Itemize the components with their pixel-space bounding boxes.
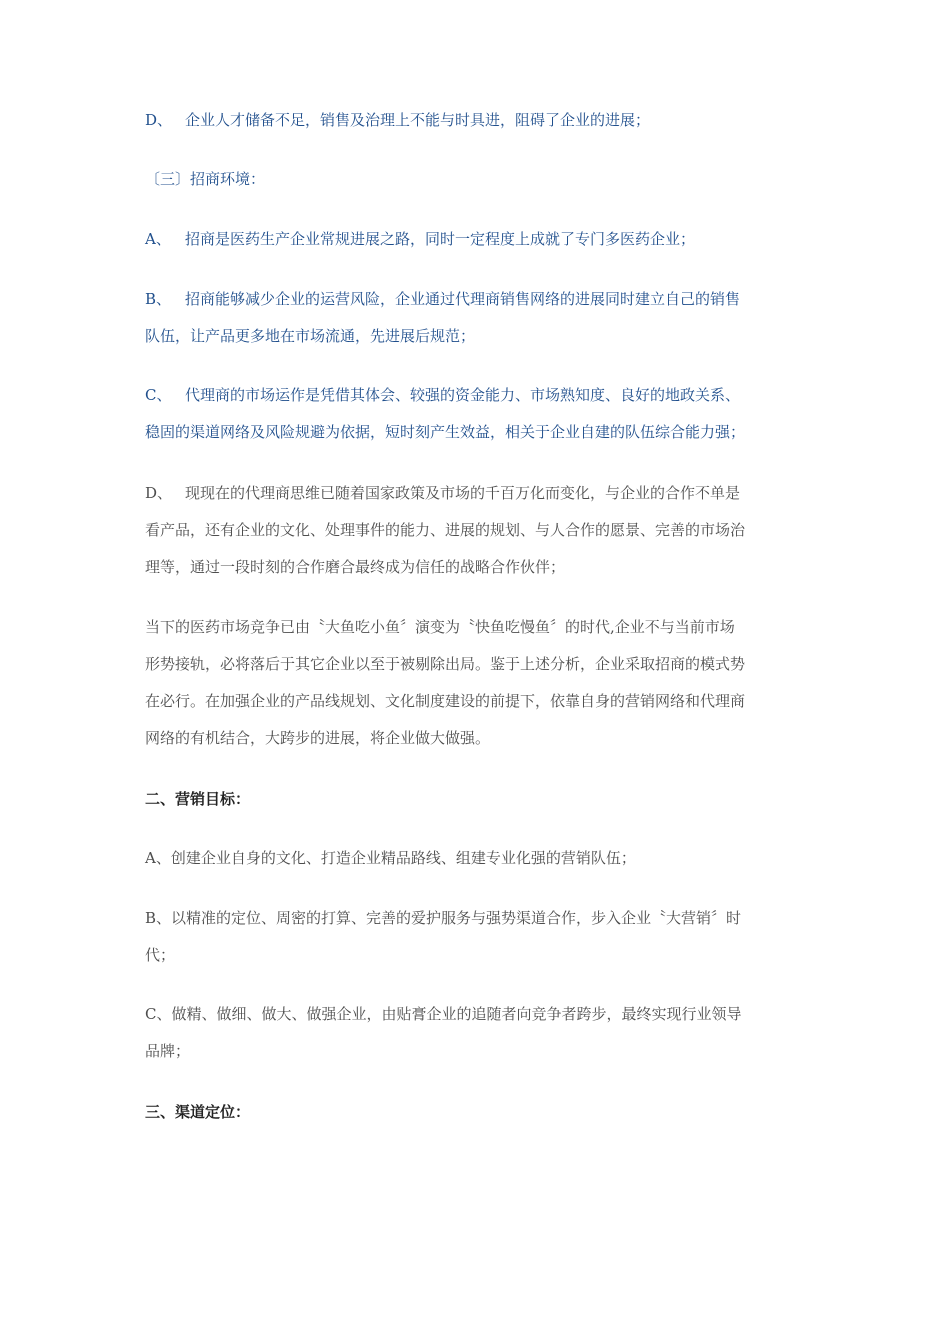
list-marker: D、	[145, 484, 173, 502]
section-heading-investment-environment	[145, 161, 820, 198]
paragraph-summary	[145, 609, 820, 757]
section-heading-channel-positioning	[145, 1094, 820, 1131]
paragraph-text: 招商是医药生产企业常规进展之路，同时一定程度上成就了专门多医药企业；	[185, 230, 696, 248]
paragraph-d-agents	[145, 475, 820, 586]
paragraph-line: 当下的医药市场竞争已由〝大鱼吃小鱼〞演变为〝快鱼吃慢鱼〞的时代,企业不与当前市场	[145, 618, 735, 636]
paragraph-line: 形势接轨，必将落后于其它企业以至于被剔除出局。鉴于上述分析，企业采取招商的模式势	[145, 655, 746, 673]
paragraph-line-text: 招商能够减少企业的运营风险，企业通过代理商销售网络的进展同时建立自己的销售	[185, 290, 741, 308]
paragraph-line: 队伍，让产品更多地在市场流通，先进展后规范；	[145, 327, 476, 345]
paragraph-c	[145, 377, 820, 451]
list-marker: A、	[145, 230, 171, 248]
paragraph-line: 在必行。在加强企业的产品线规划、文化制度建设的前提下，依靠自身的营销网络和代理商	[145, 692, 746, 710]
list-marker: D、	[145, 111, 173, 129]
paragraph-goal-b	[145, 900, 820, 974]
paragraph-line: B、以精准的定位、周密的打算、完善的爱护服务与强势渠道合作，步入企业〝大营销〞时	[145, 909, 742, 927]
paragraph-b	[145, 281, 820, 355]
section-heading-text: 三、渠道定位：	[145, 1103, 251, 1121]
paragraph-line: C、做精、做细、做大、做强企业，由贴膏企业的追随者向竞争者跨步，最终实现行业领导	[145, 1005, 742, 1023]
paragraph-line: A、创建企业自身的文化、打造企业精品路线、组建专业化强的营销队伍；	[145, 849, 636, 867]
paragraph-goal-c	[145, 996, 820, 1070]
paragraph-line	[145, 475, 820, 512]
paragraph-text: 企业人才储备不足，销售及治理上不能与时具进，阻碍了企业的进展；	[185, 111, 651, 129]
paragraph-line-text: 代理商的市场运作是凭借其体会、较强的资金能力、市场熟知度、良好的地政关系、	[185, 386, 741, 404]
paragraph-line: 稳固的渠道网络及风险规避为依据，短时刻产生效益，相关于企业自建的队伍综合能力强；	[145, 423, 746, 441]
paragraph-goal-a	[145, 840, 820, 877]
paragraph-line: 代；	[145, 946, 176, 964]
paragraph-d-talent	[145, 102, 820, 139]
section-heading-text: 〔三〕招商环境：	[145, 170, 266, 188]
paragraph-a	[145, 221, 820, 258]
paragraph-line: 看产品，还有企业的文化、处理事件的能力、进展的规划、与人合作的愿景、完善的市场治	[145, 521, 746, 539]
section-heading-marketing-goals	[145, 781, 820, 818]
paragraph-line: 网络的有机结合，大跨步的进展，将企业做大做强。	[145, 729, 491, 747]
paragraph-line: 品牌；	[145, 1042, 191, 1060]
paragraph-line-text: 现现在的代理商思维已随着国家政策及市场的千百万化而变化，与企业的合作不单是	[185, 484, 741, 502]
list-marker: C、	[145, 386, 172, 404]
section-heading-text: 二、营销目标：	[145, 790, 251, 808]
list-marker: B、	[145, 290, 172, 308]
paragraph-line	[145, 377, 820, 414]
paragraph-line: 理等，通过一段时刻的合作磨合最终成为信任的战略合作伙伴；	[145, 558, 566, 576]
paragraph-line	[145, 281, 820, 318]
